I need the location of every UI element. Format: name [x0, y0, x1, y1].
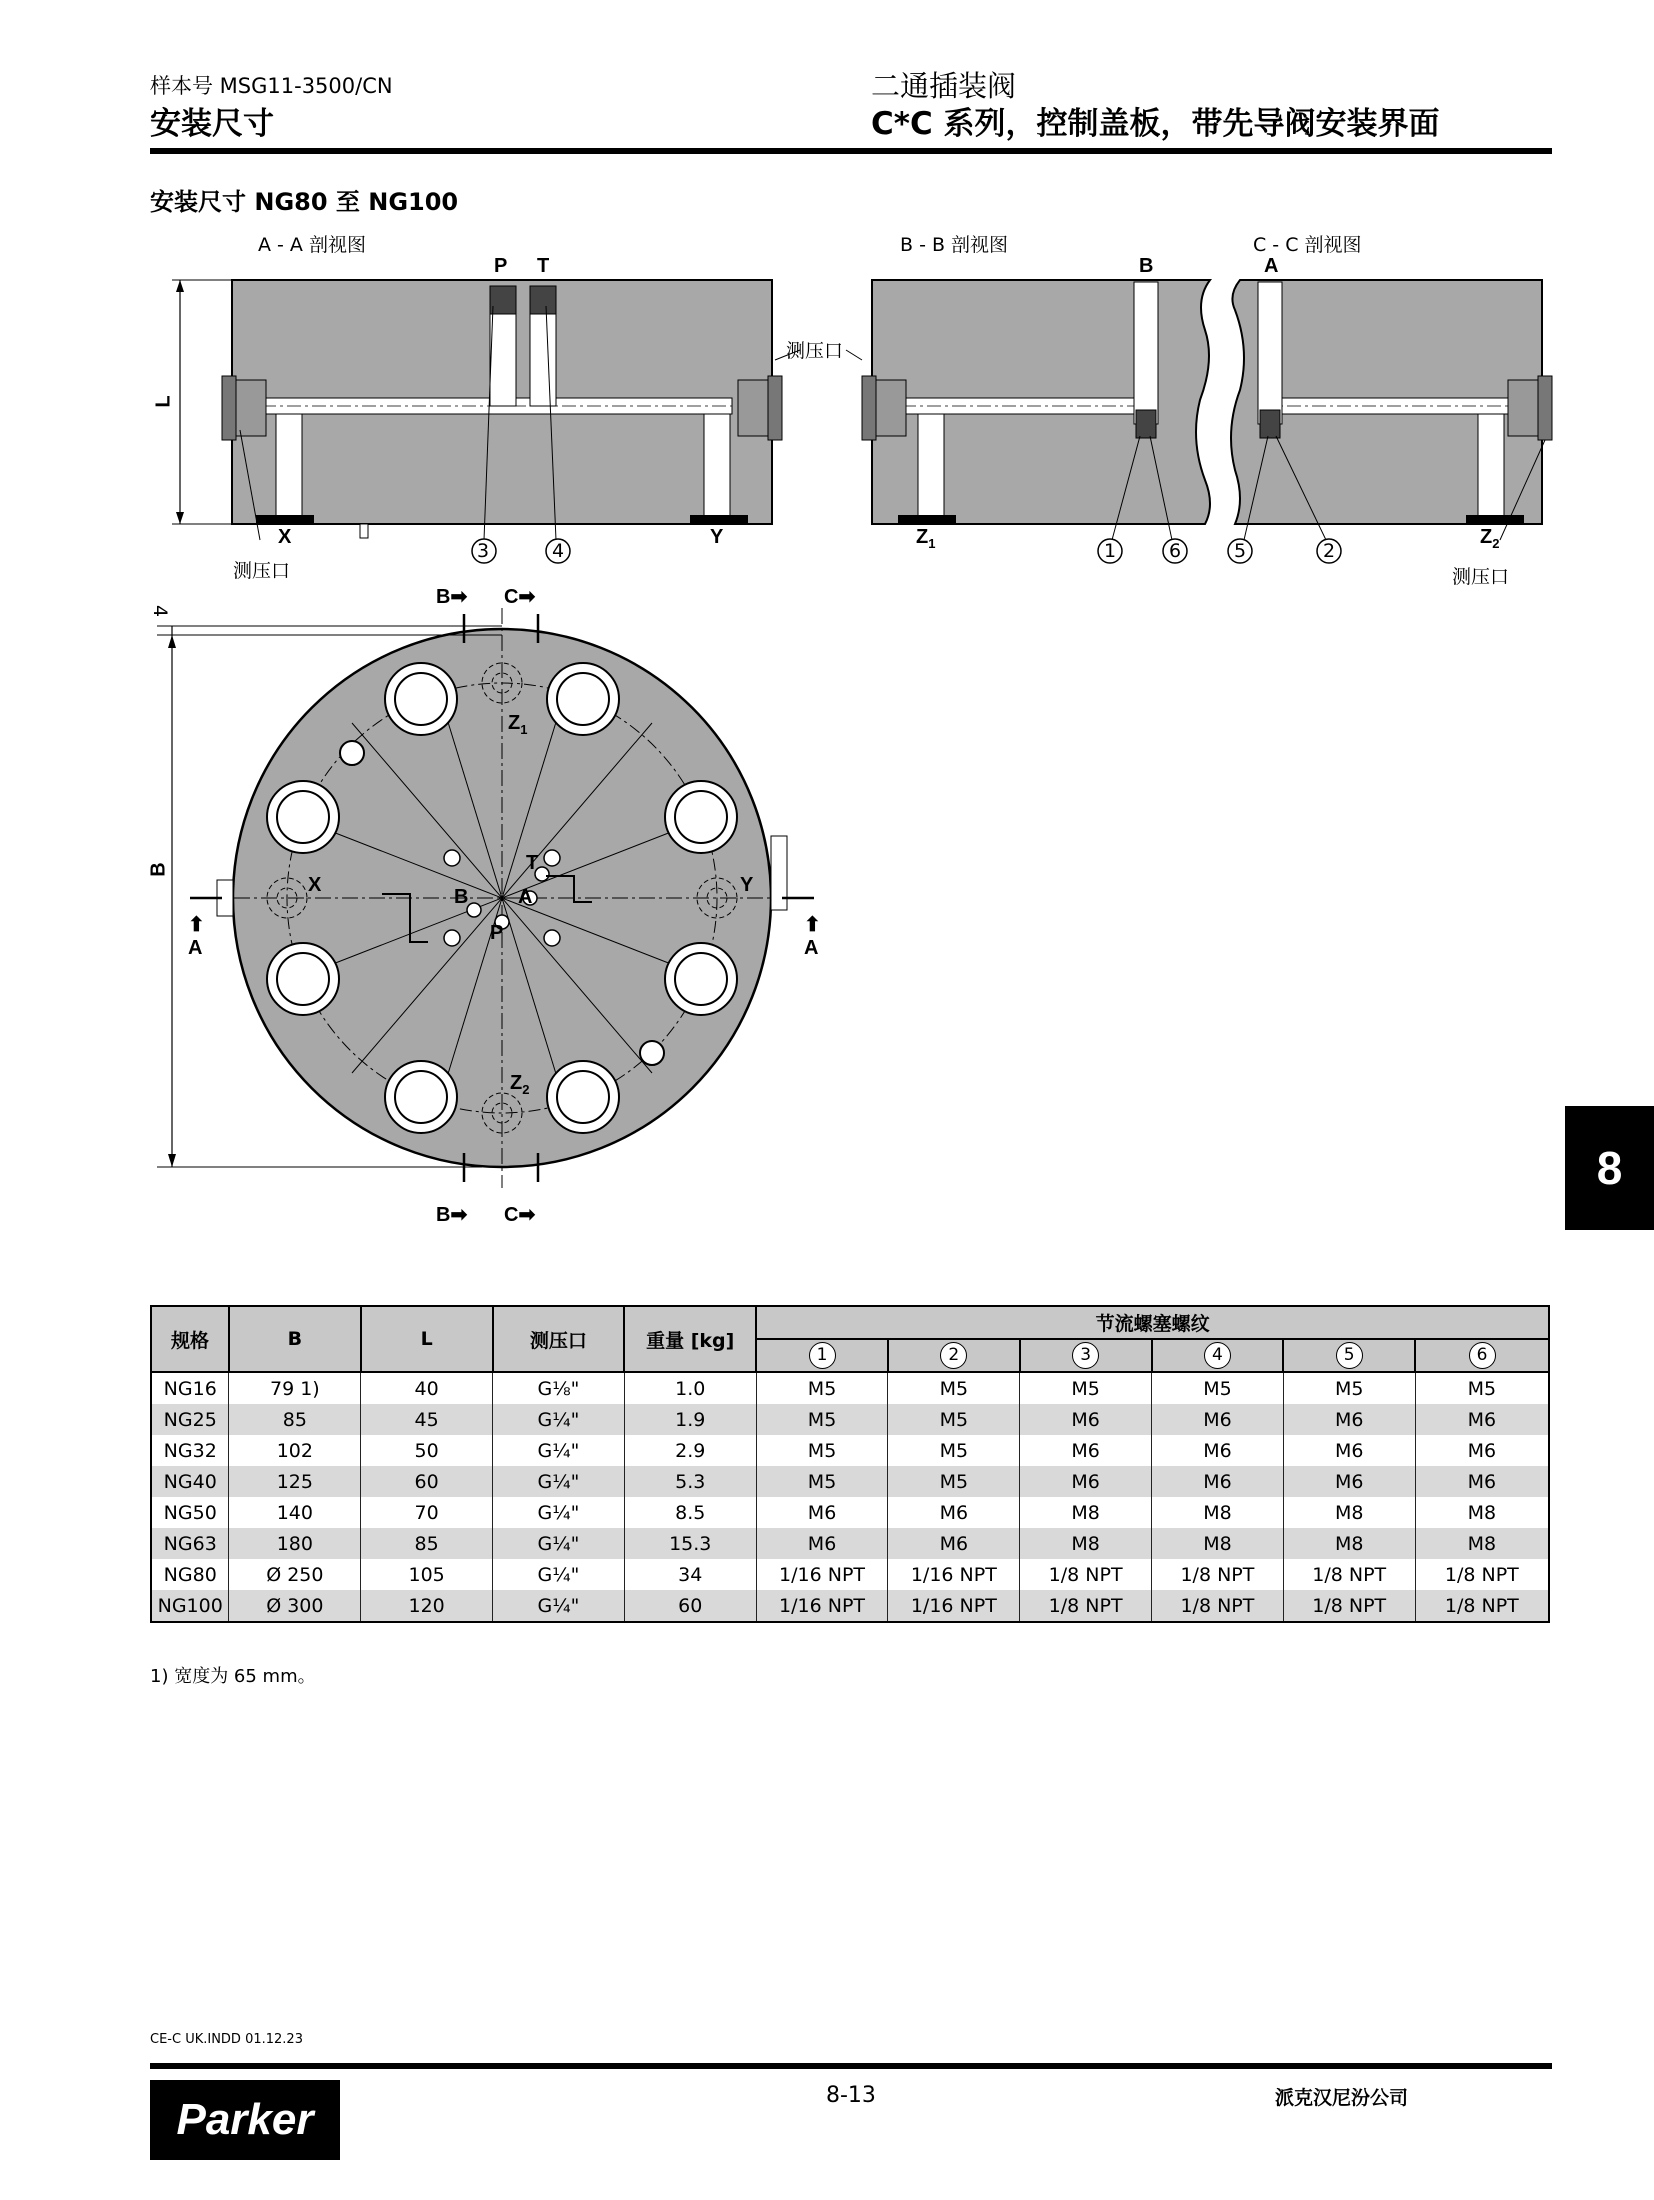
table-cell: 40	[361, 1372, 493, 1404]
col-throttle-header: 节流螺塞螺纹	[756, 1306, 1549, 1339]
table-cell: M6	[1152, 1466, 1284, 1497]
gauge-port-label-cc: 测压口	[1452, 566, 1510, 588]
port-y-plan-label: Y	[740, 874, 754, 896]
table-cell: NG50	[151, 1497, 229, 1528]
footer-rule	[150, 2063, 1552, 2069]
table-cell: NG40	[151, 1466, 229, 1497]
table-cell: G¼"	[493, 1559, 625, 1590]
table-cell: M6	[888, 1528, 1020, 1559]
callout-6: 6	[1169, 540, 1182, 562]
section-b-marker-top: B➡	[436, 586, 468, 608]
table-cell: 1/8 NPT	[1415, 1559, 1549, 1590]
dim-b-label: B	[147, 862, 170, 877]
table-cell: M8	[1415, 1497, 1549, 1528]
table-cell: 5.3	[624, 1466, 756, 1497]
table-cell: 8.5	[624, 1497, 756, 1528]
doc-number: 样本号 MSG11-3500/CN	[150, 74, 393, 98]
col-throttle-1: 1	[756, 1339, 888, 1372]
dim-4-label: 4	[149, 604, 172, 618]
table-cell: G¼"	[493, 1404, 625, 1435]
col-gauge-header: 测压口	[493, 1306, 625, 1372]
table-cell: 2.9	[624, 1435, 756, 1466]
table-cell: 1/8 NPT	[1415, 1590, 1549, 1622]
gauge-port-label-aa-right: 测压口	[786, 340, 844, 362]
table-cell: M6	[1152, 1435, 1284, 1466]
table-cell: 1/8 NPT	[1283, 1559, 1415, 1590]
table-cell: NG16	[151, 1372, 229, 1404]
port-z1-section-label: $Z_1$	[916, 526, 936, 551]
section-title-header: 安装尺寸	[150, 106, 274, 142]
table-cell: 125	[229, 1466, 361, 1497]
table-cell: Ø 250	[229, 1559, 361, 1590]
product-title: 二通插装阀	[871, 69, 1017, 103]
callout-2: 2	[1323, 540, 1336, 562]
table-cell: M5	[1152, 1372, 1284, 1404]
table-cell: M5	[888, 1372, 1020, 1404]
table-cell: G¼"	[493, 1435, 625, 1466]
table-cell: G⅛"	[493, 1372, 625, 1404]
table-cell: M6	[1283, 1404, 1415, 1435]
table-cell: 1/16 NPT	[888, 1559, 1020, 1590]
section-views-drawing	[0, 0, 1654, 600]
table-row	[151, 1372, 1549, 1404]
port-z1-plan-label: $Z_1$	[508, 712, 528, 737]
col-b-header: B	[229, 1306, 361, 1372]
table-row	[151, 1528, 1549, 1559]
table-cell: M5	[1415, 1372, 1549, 1404]
table-cell: M6	[1020, 1466, 1152, 1497]
col-weight-header: 重量 [kg]	[624, 1306, 756, 1372]
table-cell: M6	[888, 1497, 1020, 1528]
table-row	[151, 1497, 1549, 1528]
table-cell: M6	[1283, 1435, 1415, 1466]
port-x-plan-label: X	[308, 874, 322, 896]
section-a-marker-left: ⬆ A	[188, 914, 205, 959]
table-cell: 1/16 NPT	[756, 1559, 888, 1590]
port-x-label: X	[278, 526, 292, 548]
sec-bb-b-label: B	[1139, 255, 1154, 277]
dimension-table	[150, 1305, 1550, 1623]
sec-cc-a-label: A	[1264, 255, 1279, 277]
table-row	[151, 1590, 1549, 1622]
table-cell: 45	[361, 1404, 493, 1435]
gauge-port-label-aa-left: 测压口	[233, 560, 291, 582]
callout-4: 4	[552, 540, 565, 562]
table-cell: 1/8 NPT	[1152, 1559, 1284, 1590]
parker-logo: Parker	[150, 2080, 340, 2160]
table-cell: M6	[756, 1497, 888, 1528]
table-cell: M5	[1020, 1372, 1152, 1404]
section-c-marker-top: C➡	[504, 586, 536, 608]
file-reference: CE-C UK.INDD 01.12.23	[150, 2032, 303, 2047]
table-cell: M5	[756, 1435, 888, 1466]
table-row	[151, 1466, 1549, 1497]
table-cell: M6	[1415, 1435, 1549, 1466]
table-cell: 70	[361, 1497, 493, 1528]
table-cell: NG63	[151, 1528, 229, 1559]
table-cell: 15.3	[624, 1528, 756, 1559]
table-cell: M6	[1415, 1466, 1549, 1497]
chapter-tab: 8	[1565, 1106, 1654, 1230]
table-row	[151, 1404, 1549, 1435]
section-aa	[172, 280, 800, 563]
table-cell: M5	[756, 1466, 888, 1497]
table-cell: 50	[361, 1435, 493, 1466]
table-cell: M8	[1152, 1528, 1284, 1559]
table-cell: 1.0	[624, 1372, 756, 1404]
page-number: 8-13	[826, 2083, 876, 2108]
view-cc-caption: C - C 剖视图	[1253, 234, 1362, 256]
table-cell: M8	[1020, 1528, 1152, 1559]
table-cell: 180	[229, 1528, 361, 1559]
table-cell: G¼"	[493, 1590, 625, 1622]
section-a-marker-right: ⬆ A	[804, 914, 821, 959]
company-name: 派克汉尼汾公司	[1275, 2087, 1409, 2109]
table-cell: M8	[1283, 1528, 1415, 1559]
port-z2-plan-label: $Z_2$	[510, 1072, 530, 1097]
table-cell: 1/16 NPT	[756, 1590, 888, 1622]
table-cell: 1/16 NPT	[888, 1590, 1020, 1622]
col-throttle-6: 6	[1415, 1339, 1549, 1372]
section-b-marker-bottom: B➡	[436, 1204, 468, 1226]
callout-5: 5	[1234, 540, 1247, 562]
col-throttle-4: 4	[1152, 1339, 1284, 1372]
table-footnote: 1) 宽度为 65 mm。	[150, 1666, 316, 1687]
table-cell: G¼"	[493, 1466, 625, 1497]
table-cell: 85	[361, 1528, 493, 1559]
table-cell: 1/8 NPT	[1152, 1590, 1284, 1622]
table-cell: 85	[229, 1404, 361, 1435]
table-cell: 105	[361, 1559, 493, 1590]
table-cell: 34	[624, 1559, 756, 1590]
col-throttle-3: 3	[1020, 1339, 1152, 1372]
table-cell: M5	[888, 1404, 1020, 1435]
table-cell: M5	[888, 1466, 1020, 1497]
port-p-label: P	[494, 255, 508, 277]
table-cell: NG80	[151, 1559, 229, 1590]
table-cell: M8	[1283, 1497, 1415, 1528]
table-cell: NG100	[151, 1590, 229, 1622]
table-cell: M6	[1020, 1404, 1152, 1435]
table-cell: G¼"	[493, 1497, 625, 1528]
view-bb-caption: B - B 剖视图	[900, 234, 1009, 256]
table-cell: 102	[229, 1435, 361, 1466]
table-cell: M5	[756, 1372, 888, 1404]
table-cell: M5	[756, 1404, 888, 1435]
table-cell: 60	[361, 1466, 493, 1497]
table-cell: 79 1)	[229, 1372, 361, 1404]
table-cell: M8	[1020, 1497, 1152, 1528]
table-cell: NG25	[151, 1404, 229, 1435]
table-cell: 1/8 NPT	[1020, 1590, 1152, 1622]
port-t-label: T	[537, 255, 550, 277]
port-z2-section-label: $Z_2$	[1480, 526, 1500, 551]
table-cell: G¼"	[493, 1528, 625, 1559]
table-cell: NG32	[151, 1435, 229, 1466]
col-l-header: L	[361, 1306, 493, 1372]
callout-1: 1	[1104, 540, 1117, 562]
callout-3: 3	[477, 540, 490, 562]
col-throttle-2: 2	[888, 1339, 1020, 1372]
table-cell: 120	[361, 1590, 493, 1622]
table-cell: M8	[1415, 1528, 1549, 1559]
section-c-marker-bottom: C➡	[504, 1204, 536, 1226]
col-size-header: 规格	[151, 1306, 229, 1372]
table-cell: M6	[1020, 1435, 1152, 1466]
table-cell: 140	[229, 1497, 361, 1528]
view-aa-caption: A - A 剖视图	[258, 234, 366, 256]
table-row	[151, 1435, 1549, 1466]
table-cell: 60	[624, 1590, 756, 1622]
table-cell: M5	[1283, 1372, 1415, 1404]
drawing-section-title: 安装尺寸 NG80 至 NG100	[150, 188, 459, 216]
table-cell: M6	[1152, 1404, 1284, 1435]
table-cell: M5	[888, 1435, 1020, 1466]
dim-l-label: L	[152, 395, 175, 408]
table-row	[151, 1559, 1549, 1590]
table-cell: Ø 300	[229, 1590, 361, 1622]
port-b-plan-label: B	[454, 886, 469, 908]
port-a-plan-label: A	[518, 886, 533, 908]
port-y-label: Y	[710, 526, 724, 548]
table-cell: M6	[1283, 1466, 1415, 1497]
table-cell: M6	[1415, 1404, 1549, 1435]
section-bb-cc	[846, 280, 1552, 563]
table-cell: 1/8 NPT	[1283, 1590, 1415, 1622]
plan-view-drawing	[0, 580, 900, 1240]
product-subtitle: C*C 系列，控制盖板，带先导阀安装界面	[871, 106, 1440, 142]
table-cell: 1/8 NPT	[1020, 1559, 1152, 1590]
table-cell: M8	[1152, 1497, 1284, 1528]
port-t-plan-label: T	[526, 852, 539, 874]
table-cell: M6	[756, 1528, 888, 1559]
col-throttle-5: 5	[1283, 1339, 1415, 1372]
table-cell: 1.9	[624, 1404, 756, 1435]
port-p-plan-label: P	[490, 922, 504, 944]
